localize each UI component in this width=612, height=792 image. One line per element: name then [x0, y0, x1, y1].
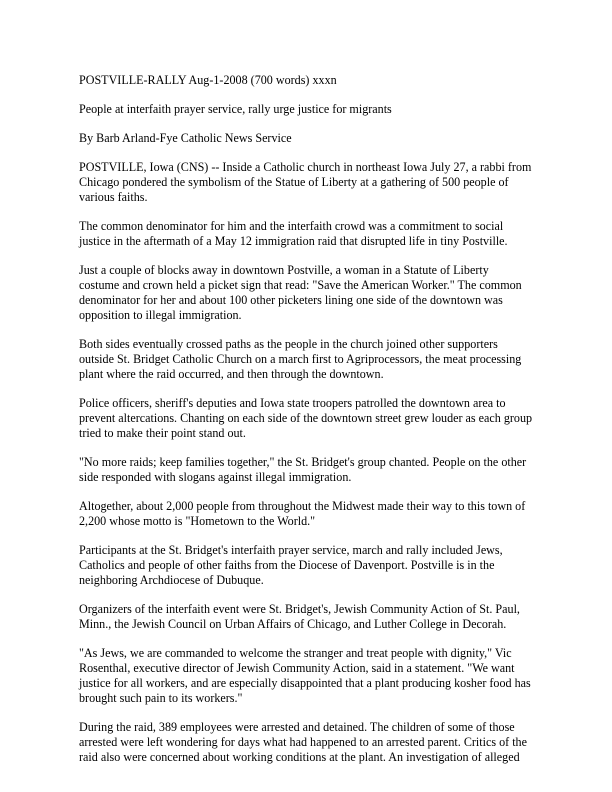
article-paragraph — [79, 160, 541, 205]
headline-text: People at interfaith prayer service, rally urge justice for migrants — [79, 102, 392, 116]
article-paragraph — [79, 219, 541, 249]
paragraph-line: arrested were left wondering for days what had happened to an arrested parent. Critics of the — [79, 735, 527, 749]
paragraph-line: plant where the raid occurred, and then through the downtown. — [79, 367, 384, 381]
article-paragraph — [79, 646, 541, 706]
paragraph-line: Organizers of the interfaith event were St. Bridget's, Jewish Community Action of St. Paul, — [79, 602, 520, 616]
paragraph-line: denominator for her and about 100 other picketers lining one side of the downtown was — [79, 293, 503, 307]
paragraph-line: prevent altercations. Chanting on each side of the downtown street grew louder as each group — [79, 411, 533, 425]
article-body — [79, 160, 541, 765]
paragraph-line: Both sides eventually crossed paths as the people in the church joined other supporters — [79, 337, 498, 351]
paragraph-line: Rosenthal, executive director of Jewish Community Action, said in a statement. "We want — [79, 661, 515, 675]
paragraph-line: costume and crown held a picket sign that read: "Save the American Worker." The common — [79, 278, 522, 292]
byline-text: By Barb Arland-Fye Catholic News Service — [79, 131, 292, 145]
paragraph-line: brought such pain to its workers." — [79, 691, 243, 705]
paragraph-line: Altogether, about 2,000 people from throughout the Midwest made their way to this town of — [79, 499, 526, 513]
paragraph-line: Catholics and people of other faiths from the Diocese of Davenport. Postville is in the — [79, 558, 495, 572]
paragraph-line: side responded with slogans against illegal immigration. — [79, 470, 352, 484]
article-paragraph — [79, 396, 541, 441]
paragraph-line: "No more raids; keep families together," the St. Bridget's group chanted. People on the other — [79, 455, 527, 469]
slug-text: POSTVILLE-RALLY Aug-1-2008 (700 words) xxxn — [79, 73, 337, 87]
article-paragraph — [79, 337, 541, 382]
headline — [79, 102, 541, 117]
article-paragraph — [79, 455, 541, 485]
paragraph-line: 2,200 whose motto is "Hometown to the World." — [79, 514, 316, 528]
paragraph-line: POSTVILLE, Iowa (CNS) -- Inside a Catholic church in northeast Iowa July 27, a rabbi from — [79, 160, 532, 174]
article-paragraph — [79, 263, 541, 323]
paragraph-line: Chicago pondered the symbolism of the Statue of Liberty at a gathering of 500 people of — [79, 175, 509, 189]
paragraph-line: justice for all workers, and are especially disappointed that a plant producing kosher food has — [79, 676, 531, 690]
paragraph-line: During the raid, 389 employees were arrested and detained. The children of some of those — [79, 720, 515, 734]
paragraph-line: Just a couple of blocks away in downtown Postville, a woman in a Statute of Liberty — [79, 263, 489, 277]
paragraph-line: The common denominator for him and the interfaith crowd was a commitment to social — [79, 219, 504, 233]
paragraph-line: various faiths. — [79, 190, 148, 204]
paragraph-line: outside St. Bridget Catholic Church on a march first to Agriprocessors, the meat processing — [79, 352, 522, 366]
paragraph-line: Participants at the St. Bridget's interfaith prayer service, march and rally included Jews, — [79, 543, 503, 557]
byline — [79, 131, 541, 146]
paragraph-line: Police officers, sheriff's deputies and Iowa state troopers patrolled the downtown area to — [79, 396, 506, 410]
paragraph-line: "As Jews, we are commanded to welcome the stranger and treat people with dignity," Vic — [79, 646, 512, 660]
slug-line — [79, 73, 541, 88]
paragraph-line: tried to make their point stand out. — [79, 426, 246, 440]
paragraph-line: opposition to illegal immigration. — [79, 308, 242, 322]
paragraph-line: raid also were concerned about working conditions at the plant. An investigation of alleged — [79, 750, 520, 764]
paragraph-line: neighboring Archdiocese of Dubuque. — [79, 573, 264, 587]
article-paragraph — [79, 499, 541, 529]
article-paragraph — [79, 602, 541, 632]
document-page — [79, 73, 541, 779]
article-paragraph — [79, 543, 541, 588]
paragraph-line: Minn., the Jewish Council on Urban Affairs of Chicago, and Luther College in Decorah. — [79, 617, 507, 631]
article-paragraph — [79, 720, 541, 765]
paragraph-line: justice in the aftermath of a May 12 immigration raid that disrupted life in tiny Postville. — [79, 234, 508, 248]
